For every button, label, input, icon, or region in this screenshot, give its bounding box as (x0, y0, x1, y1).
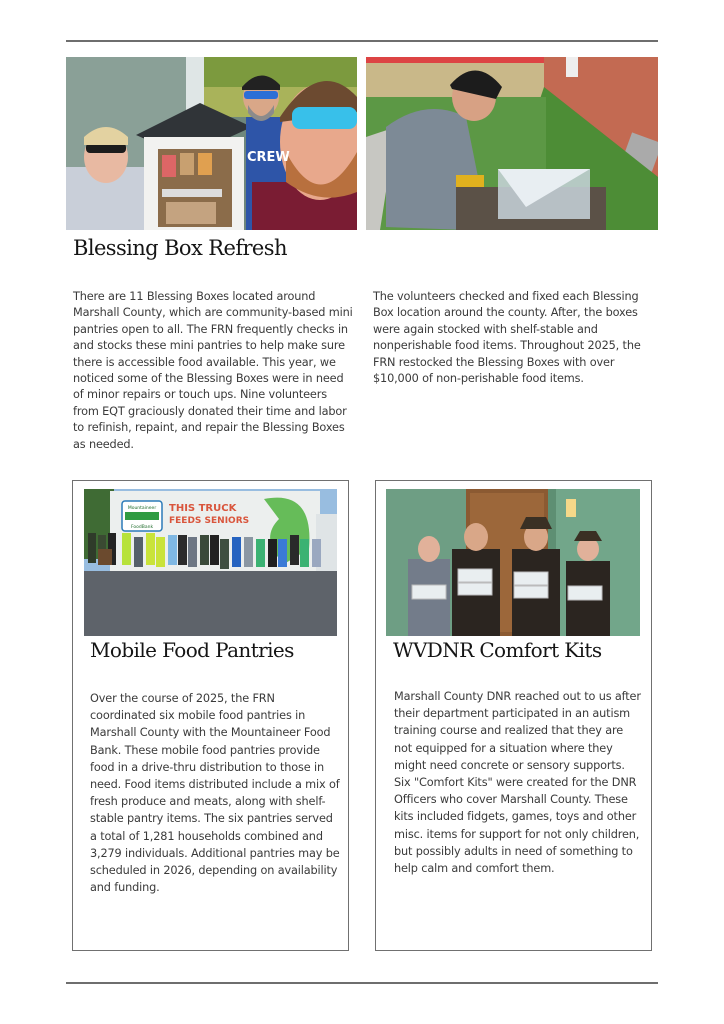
blessing-box-repair-photo (366, 57, 658, 230)
bottom-divider (66, 982, 658, 984)
mobile-pantries-heading: Mobile Food Pantries (90, 638, 294, 662)
blessing-box-heading: Blessing Box Refresh (73, 236, 287, 260)
blessing-box-paragraph-right: The volunteers checked and fixed each Blessing Box location around the county. After, the boxes were again stocked with shelf-stable and nonperishable food items. Throughout 2025, the FRN restocked the Blessing Boxes with over $10,000 of non-perishable food items. (373, 290, 641, 386)
crew-shirt-text: CREW (247, 150, 290, 165)
food-bank-logo-bottom: FoodBank (130, 525, 154, 530)
blessing-box-paragraph-left: There are 11 Blessing Boxes located around Marshall County, which are community-based mini pantries open to all. The FRN frequently checks in and stocks these mini pantries to help make sure there is accessible food available. This year, we noticed some of the Blessing Boxes were in need of minor repairs or touch ups. Nine volunteers from EQT graciously donated their time and labor to refinish, repaint, and repair the Blessing Boxes as needed. (73, 290, 353, 451)
food-bank-logo-top: Mountaineer (127, 506, 157, 511)
truck-slogan-line1: THIS TRUCK (169, 503, 237, 514)
comfort-kits-photo (386, 489, 640, 636)
comfort-kits-heading: WVDNR Comfort Kits (393, 638, 602, 662)
blessing-box-selfie-photo (66, 57, 357, 230)
truck-slogan-line2: FEEDS SENIORS (169, 516, 250, 526)
mobile-pantry-group-photo (84, 489, 337, 636)
mobile-pantries-paragraph: Over the course of 2025, the FRN coordinated six mobile food pantries in Marshall County with the Mountaineer Food Bank. These mobile food pantries provide food in a drive-thru distribution to those in need. Food items distributed include a mix of fresh produce and meats, along with shelf-stable pantry items. The six pantries served a total of 1,281 households combined and 3,279 individuals. Additional pantries may be scheduled in 2026, depending on availability and funding. (90, 692, 340, 895)
comfort-kits-paragraph: Marshall County DNR reached out to us after their department participated in an autism training course and realized that they are not equipped for a situation where they might need concrete or sensory supports. Six "Comfort Kits" were created for the DNR Officers who cover Marshall County. These kits included fidgets, games, toys and other misc. items for support for not only children, but possibly adults in need of something to help calm and comfort them. (394, 690, 641, 876)
top-divider (66, 40, 658, 42)
